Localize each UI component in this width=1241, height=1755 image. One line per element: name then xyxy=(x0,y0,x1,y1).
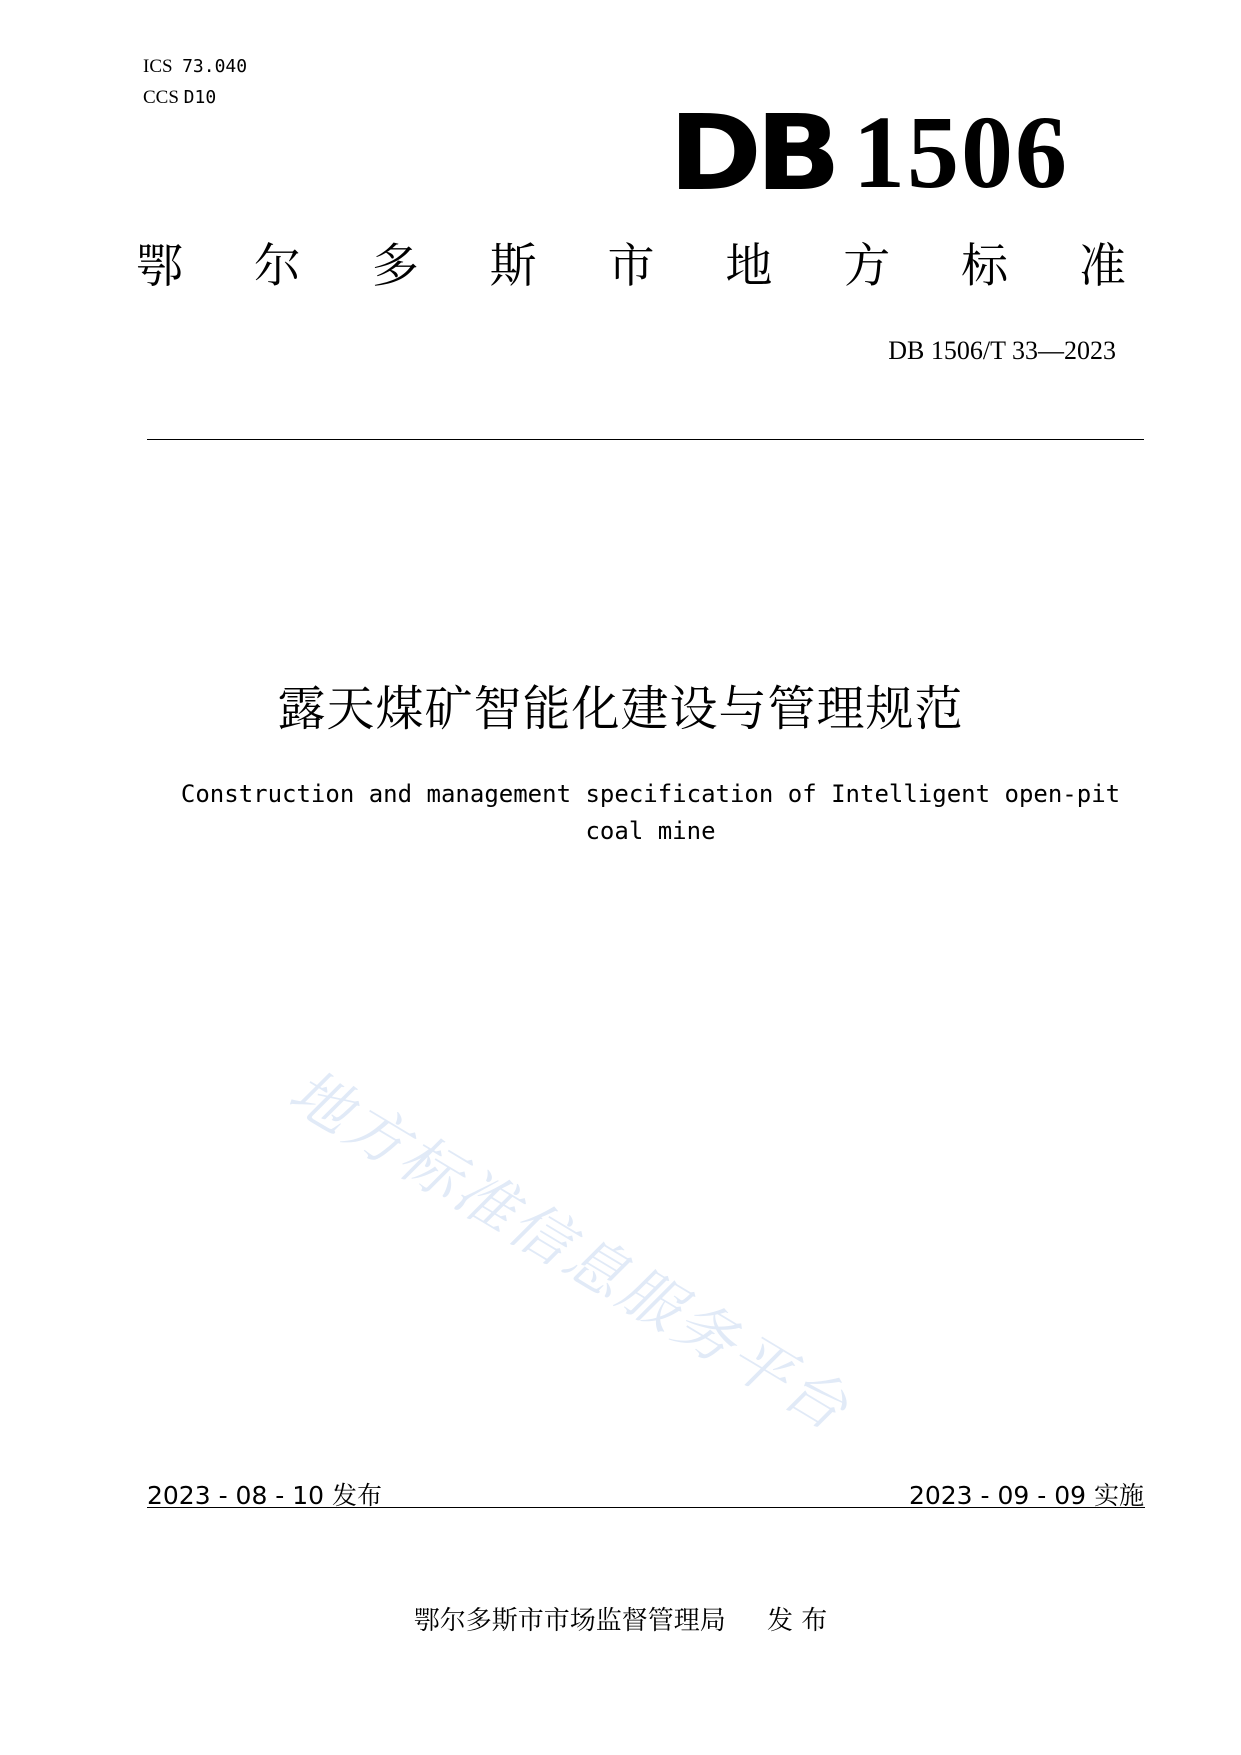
standard-type-char: 方 xyxy=(843,238,891,294)
standard-type-char: 尔 xyxy=(253,238,301,294)
standard-type-char: 市 xyxy=(607,238,655,294)
watermark: 地方标准信息服务平台 xyxy=(277,1056,862,1446)
db-standard-logo xyxy=(669,92,1069,214)
document-title-en xyxy=(160,776,1141,850)
standard-type-char: 准 xyxy=(1079,238,1126,294)
standard-code: DB 1506/T 33—2023 xyxy=(888,336,1116,365)
ccs-value: D10 xyxy=(183,87,217,108)
implementation-date: 2023 - 09 - 09 实施 xyxy=(908,1481,1144,1510)
publisher: 鄂尔多斯市市场监督管理局 发 布 xyxy=(413,1606,828,1636)
standard-type-char: 鄂 xyxy=(136,238,183,294)
ccs-label: CCS xyxy=(143,87,179,108)
document-title-en-line1: Construction and management specification of Intelligent open-pit xyxy=(180,780,1121,808)
ccs-code xyxy=(143,87,216,109)
standard-type-char: 标 xyxy=(961,238,1009,294)
document-title-en-line2: coal mine xyxy=(585,817,716,845)
ics-label: ICS xyxy=(143,56,173,77)
standard-type-heading xyxy=(136,232,1126,292)
ics-code xyxy=(143,56,247,78)
db-logo-prefix: DB xyxy=(669,92,835,214)
db-logo-number: 1506 xyxy=(853,95,1069,210)
issue-date: 2023 - 08 - 10 发布 xyxy=(147,1481,383,1510)
bottom-divider xyxy=(147,1507,1145,1508)
ics-value: 73.040 xyxy=(182,56,248,77)
top-divider xyxy=(147,439,1144,440)
standard-type-char: 多 xyxy=(371,238,419,294)
standard-type-char: 斯 xyxy=(489,238,537,294)
document-title-cn: 露天煤矿智能化建设与管理规范 xyxy=(277,681,964,737)
standard-type-char: 地 xyxy=(725,238,773,294)
